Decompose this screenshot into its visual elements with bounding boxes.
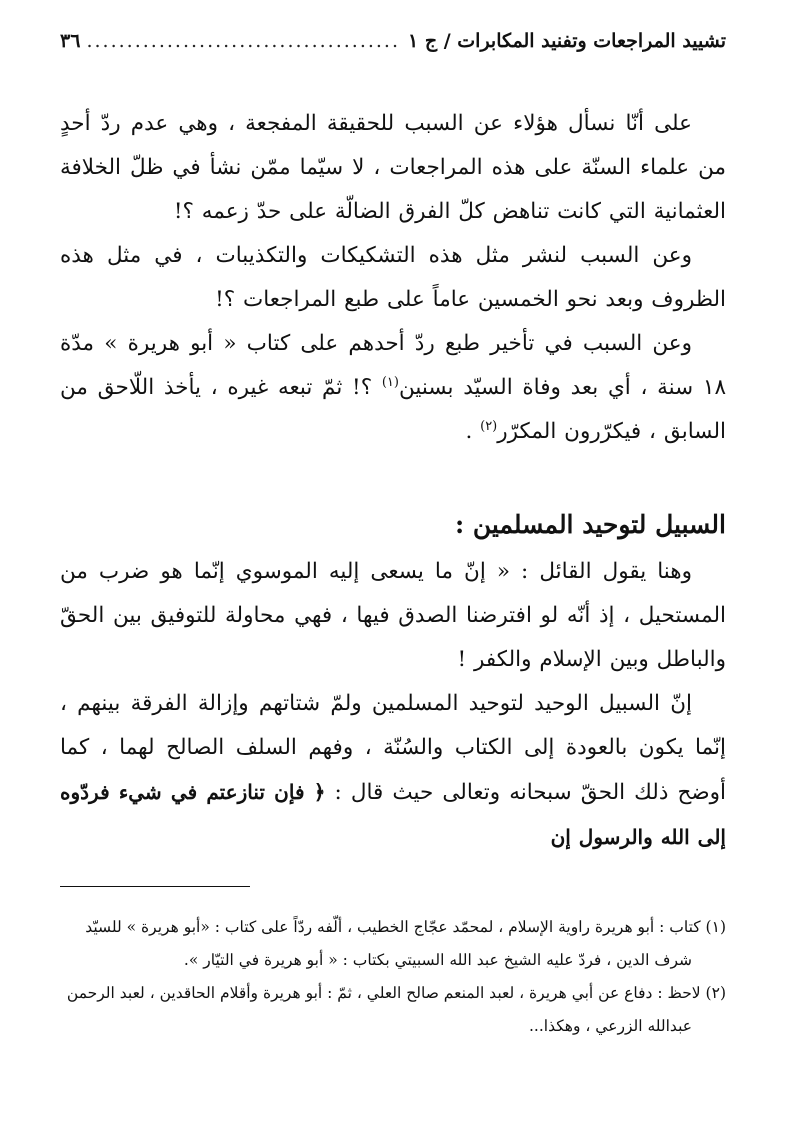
book-page xyxy=(60,30,726,1100)
quran-verse: ﴿ فإن تنازعتم في شيء فردّوه إلى الله والرسول إن xyxy=(60,780,726,849)
footnote-1-line-1: (١) كتاب : أبو هريرة راوية الإسلام ، لمحمّد عجّاج الخطيب ، ألّفه ردّاً على كتاب : «أبو هريرة » للسيّد xyxy=(85,918,726,936)
section-paragraph-1: وهنا يقول القائل : « إنّ ما يسعى إليه الموسوي إنّما هو ضرب من المستحيل ، إذ أنّه لو افترضنا الصدق فيها ، فهي محاولة للتوفيق بين الحقّ والباطل وبين الإسلام والكفر ! xyxy=(60,559,726,672)
paragraph-3-text-c: . xyxy=(465,419,481,444)
running-title: تشييد المراجعات وتفنيد المكابرات / ج ١ xyxy=(408,30,726,52)
section-paragraph-2 xyxy=(60,682,726,860)
footnote-2-line-2: عبدالله الزرعي ، وهكذا... xyxy=(529,1017,692,1035)
footnote-ref-1: (١) xyxy=(381,374,399,390)
section-paragraph-2-text: إنّ السبيل الوحيد لتوحيد المسلمين ولمّ شتاتهم وإزالة الفرقة بينهم ، إنّما يكون بالعودة إلى الكتاب والسُنّة ، وفهم السلف الصالح لهما ، كما أوضح ذلك الحقّ سبحانه وتعالى حيث قال : xyxy=(60,691,726,805)
page-number: ٣٦ xyxy=(60,30,81,52)
footnote-1-line-2: شرف الدين ، فردّ عليه الشيخ عبد الله السبيتي بكتاب : « أبو هريرة في التيّار ». xyxy=(183,951,692,969)
footnote-ref-2: (٢) xyxy=(480,418,498,434)
paragraph-3 xyxy=(60,322,726,454)
footnote-2-line-1: (٢) لاحظ : دفاع عن أبي هريرة ، لعبد المنعم صالح العلي ، ثمّ : أبو هريرة وأقلام الحاقدين ، لعبد الرحمن xyxy=(66,984,726,1002)
paragraph-3-text-b: ؟! ثمّ تبعه غيره ، يأخذ اللّاحق من السابق ، فيكرّرون المكرّر xyxy=(60,375,726,444)
paragraph-3-text-a: وعن السبب في تأخير طبع ردّ أحدهم على كتاب « أبو هريرة » مدّة ١٨ سنة ، أي بعد وفاة السيّد بسنين xyxy=(60,331,726,400)
footnote-divider xyxy=(60,886,250,887)
footnotes xyxy=(60,911,726,1043)
header-dot-leader xyxy=(88,30,400,52)
section-heading: السبيل لتوحيد المسلمين : xyxy=(454,510,726,539)
paragraph-2: وعن السبب لنشر مثل هذه التشكيكات والتكذيبات ، في مثل هذه الظروف وبعد نحو الخمسين عاماً على طبع المراجعات ؟! xyxy=(60,243,726,312)
paragraph-1: على أنّا نسأل هؤلاء عن السبب للحقيقة المفجعة ، وهي عدم ردّ أحدٍ من علماء السنّة على هذه المراجعات ، لا سيّما ممّن نشأ في ظلّ الخلافة العثمانية التي كانت تناهض كلّ الفرق الضالّة على حدّ زعمه ؟! xyxy=(60,111,726,224)
running-header xyxy=(60,30,726,58)
body-text xyxy=(60,102,726,860)
